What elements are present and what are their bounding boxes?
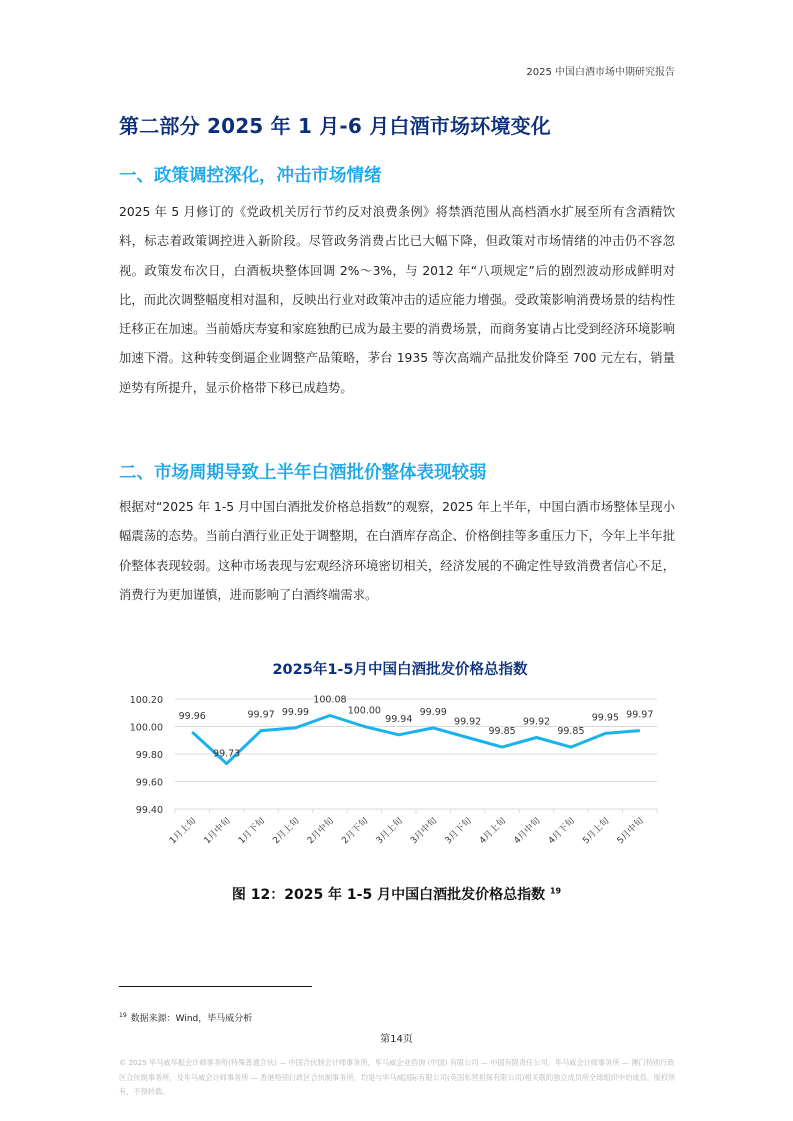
data-label: 99.85 (557, 726, 585, 738)
data-label: 99.97 (626, 709, 654, 721)
section-2-title: 二、市场周期导致上半年白酒批价整体表现较弱 (119, 463, 487, 483)
x-tick-label: 5月上旬 (581, 816, 612, 847)
x-tick-label: 3月中旬 (409, 816, 440, 847)
x-tick-label: 4月上旬 (477, 816, 509, 847)
y-tick-label: 100.20 (129, 695, 163, 706)
data-label: 99.97 (247, 709, 275, 721)
page-number: 第14页 (380, 1034, 413, 1045)
x-tick-label: 3月上旬 (374, 816, 405, 847)
data-label: 99.99 (419, 706, 447, 718)
chart-title: 2025年1-5月中国白酒批发价格总指数 (272, 662, 528, 678)
x-tick-label: 1月中旬 (202, 816, 233, 847)
footnote-number: 19 (119, 1012, 127, 1019)
chart-svg (110, 650, 690, 870)
data-label: 99.94 (385, 713, 413, 725)
footnote-text: 数据来源：Wind，毕马威分析 (130, 1014, 253, 1024)
data-label: 99.85 (488, 726, 516, 738)
data-label: 99.96 (178, 711, 206, 722)
y-tick-label: 100.00 (129, 722, 163, 734)
caption-footnote-ref: 19 (549, 886, 562, 896)
data-label: 100.08 (313, 694, 347, 706)
x-tick-label: 4月下旬 (546, 816, 578, 847)
x-tick-label: 2月下旬 (340, 816, 371, 847)
x-tick-label: 1月上旬 (168, 816, 199, 847)
data-label: 99.73 (213, 748, 241, 760)
y-tick-label: 99.80 (135, 750, 163, 761)
data-labels (179, 695, 654, 764)
y-tick-label: 99.40 (135, 805, 163, 816)
x-axis-ticks (167, 809, 657, 846)
footnote (119, 1011, 252, 1024)
data-label: 99.95 (591, 712, 619, 724)
section-1-title: 一、政策调控深化，冲击市场情绪 (119, 166, 382, 186)
section-1-paragraph: 2025 年 5 月修订的《党政机关厉行节约反对浪费条例》将禁酒范围从高档酒水扩展至所有含酒精饮料，标志着政策调控进入新阶段。尽管政务消费占比已大幅下降，但政策对市场情绪的冲击仍不容忽视。政策发布次日，白酒板块整体回调 2%～3%，与 2012 年“八项规定”后的剧烈波动形成鲜明对比，而此次调整幅度相对温和，反映出行业对政策冲击的适应能力增强。受政策影响消费场景的结构性迁移正在加速。当前婚庆寿宴和家庭独酌已成为最主要的消费场景，而商务宴请占比受到经济环境影响加速下滑。这种转变倒逼企业调整产品策略，茅台 1935 等次高端产品批发价降至 700 元左右，销量逆势有所提升，显示价格带下移已成趋势。 (119, 205, 675, 395)
line-chart (110, 650, 690, 870)
x-tick-label: 4月中旬 (512, 816, 543, 847)
x-tick-label: 5月中旬 (615, 816, 646, 847)
caption-text: 图 12：2025 年 1-5 月中国白酒批发价格总指数 (231, 887, 546, 903)
section-2-paragraph: 根据对“2025 年 1-5 月中国白酒批发价格总指数”的观察，2025 年上半年，中国白酒市场整体呈现小幅震荡的态势。当前白酒行业正处于调整期，在白酒库存高企、价格倒挂等多重压力下，今年上半年批价整体表现较弱。这种市场表现与宏观经济环境密切相关，经济发展的不确定性导致消费者信心不足，消费行为更加谨慎，进而影响了白酒终端需求。 (119, 500, 675, 602)
data-label: 100.00 (347, 705, 381, 717)
running-header: 2025 中国白酒市场中期研究报告 (526, 67, 675, 78)
figure-caption (0, 884, 793, 904)
legal-notice: © 2025 毕马威华振会计师事务所(特殊普通合伙) — 中国合伙制会计师事务所，毕马威企业咨询 (中国) 有限公司 — 中国有限责任公司，毕马威会计师事务所 — 澳门特别行政区合伙制事务所，及毕马威会计师事务所 — 香港特别行政区合伙制事务所，均是与毕马威国际有限公司(英国私营担保有限公司)相关联的独立成员所全球组织中的成员。版权所有，不得转载。 (119, 1058, 676, 1096)
data-label: 99.92 (454, 716, 482, 728)
data-label: 99.92 (522, 716, 551, 728)
footnote-divider (119, 986, 312, 987)
data-label: 99.99 (281, 706, 310, 718)
x-tick-label: 2月上旬 (271, 816, 302, 847)
x-tick-label: 2月中旬 (305, 816, 337, 847)
x-tick-label: 1月下旬 (236, 816, 268, 847)
x-tick-label: 3月下旬 (443, 816, 474, 847)
y-tick-label: 99.60 (135, 777, 163, 789)
part-title: 第二部分 2025 年 1 月-6 月白酒市场环境变化 (119, 114, 552, 138)
y-axis-ticks (130, 695, 163, 816)
